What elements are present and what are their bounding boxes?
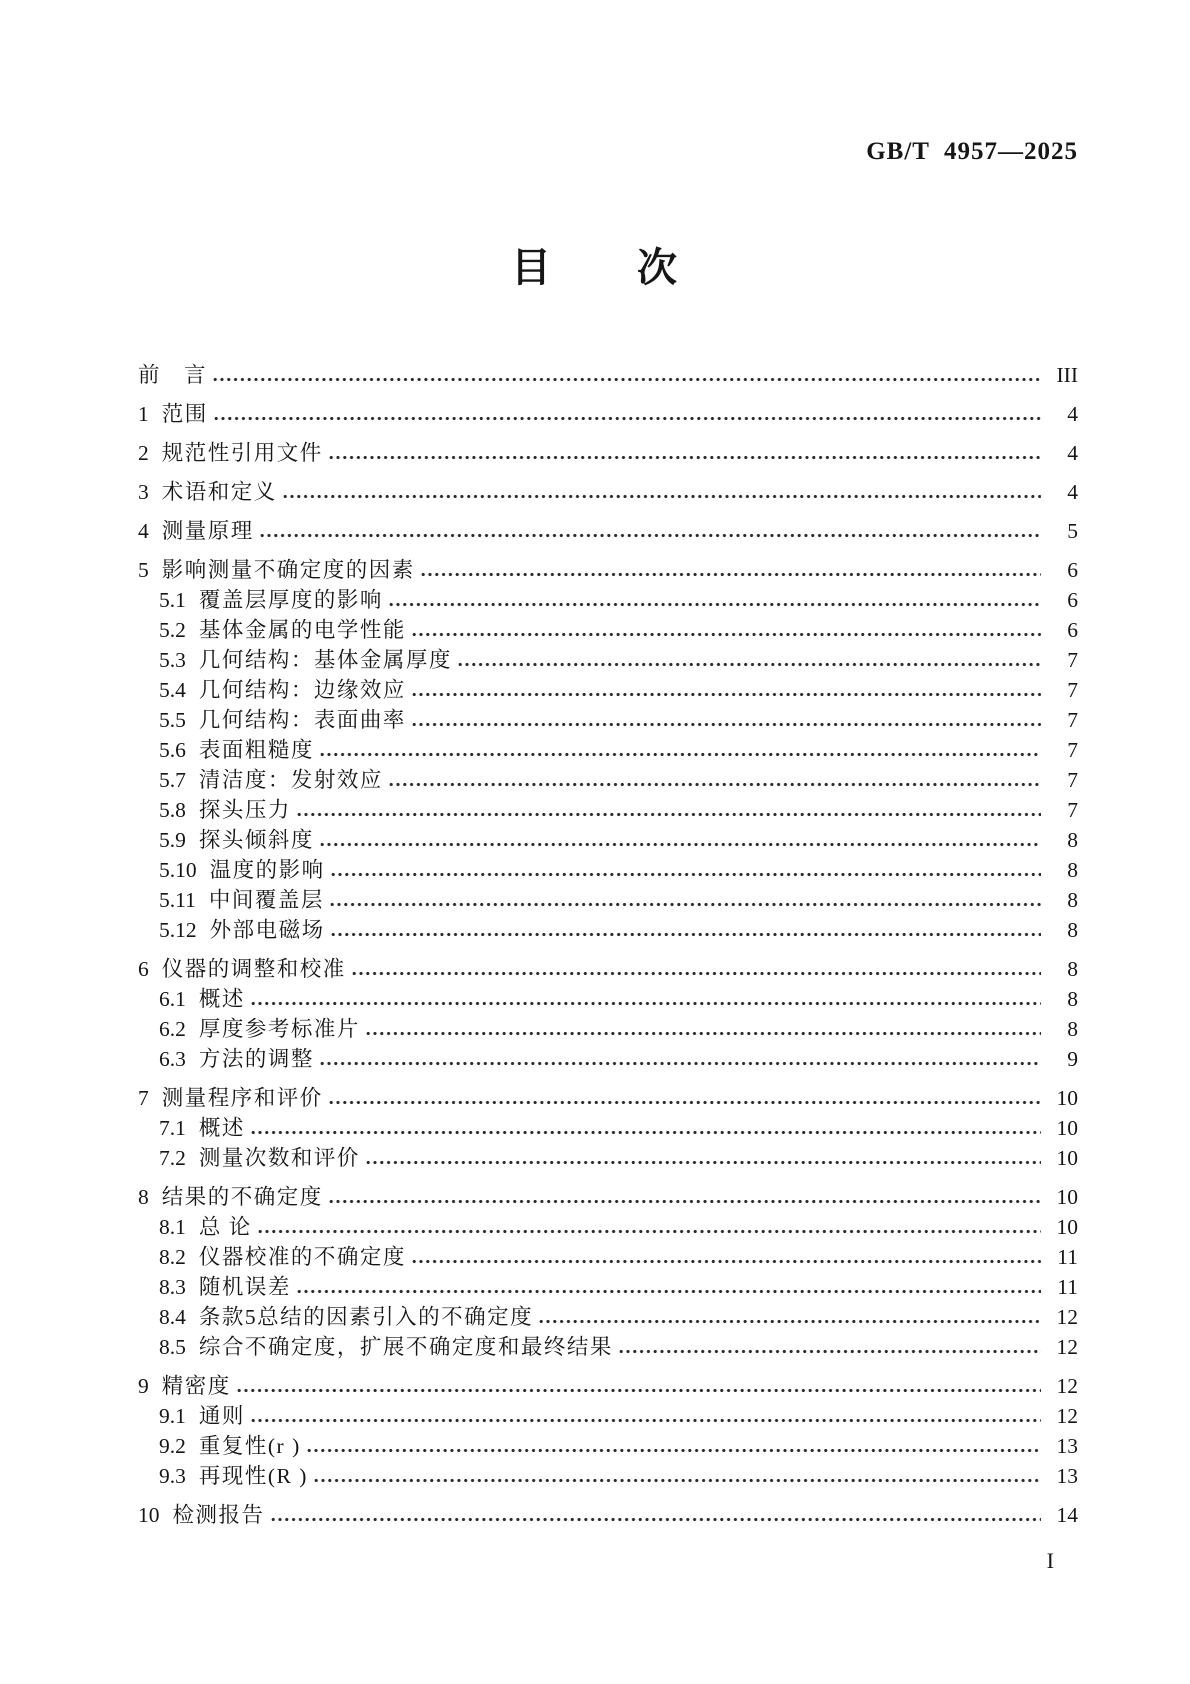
toc-page-number: 10 — [1056, 1146, 1078, 1170]
toc-entry-label: 几何结构：表面曲率 — [198, 708, 406, 732]
toc-entry-label: 基体金属的电学性能 — [198, 618, 406, 642]
toc-dot-leader — [237, 1387, 1041, 1394]
toc-page-number: 12 — [1056, 1404, 1078, 1428]
toc-dot-leader — [320, 841, 1041, 848]
toc-page-number: 4 — [1067, 402, 1078, 426]
toc-page-number: 10 — [1056, 1086, 1078, 1110]
toc-dot-leader — [297, 1288, 1041, 1295]
toc-entry-label: 清洁度：发射效应 — [198, 768, 383, 792]
toc-entry-label: 温度的影响 — [209, 858, 325, 882]
toc-dot-leader — [331, 931, 1041, 938]
toc-dot-leader — [251, 1129, 1041, 1136]
toc-entry — [138, 359, 1078, 389]
toc-entry-number: 5.4 — [159, 678, 186, 702]
toc-entry-label: 仪器的调整和校准 — [161, 957, 346, 981]
toc-page-number: 6 — [1067, 558, 1078, 582]
toc-dot-leader — [352, 970, 1041, 977]
toc-entry-label: 几何结构：基体金属厚度 — [198, 648, 452, 672]
toc-entry — [138, 794, 1078, 824]
toc-entry-label: 总 论 — [198, 1215, 252, 1239]
toc-entry-label: 几何结构：边缘效应 — [198, 678, 406, 702]
toc-entry-label: 重复性(r ) — [198, 1434, 301, 1458]
toc-entry-number: 2 — [138, 441, 149, 465]
toc-entry-label: 影响测量不确定度的因素 — [161, 558, 415, 582]
toc-entry-label: 条款5总结的因素引入的不确定度 — [198, 1305, 534, 1329]
toc-entry — [138, 644, 1078, 674]
toc-entry-label: 测量次数和评价 — [198, 1146, 360, 1170]
toc-page-number: 7 — [1067, 708, 1078, 732]
toc-entry — [138, 476, 1078, 506]
toc-entry-label: 中间覆盖层 — [208, 888, 324, 912]
toc-page-number: 11 — [1057, 1245, 1078, 1269]
toc-page-number: 12 — [1056, 1374, 1078, 1398]
toc-entry-number: 5.5 — [159, 708, 186, 732]
toc-entry-number: 6.3 — [159, 1047, 186, 1071]
toc-entry — [138, 1460, 1078, 1490]
toc-entry-number: 5.11 — [159, 888, 196, 912]
toc-entry-number: 8 — [138, 1185, 149, 1209]
toc-entry-number: 8.2 — [159, 1245, 186, 1269]
toc-dot-leader — [389, 601, 1041, 608]
toc-dot-leader — [213, 376, 1041, 383]
toc-entry-label: 方法的调整 — [198, 1047, 314, 1071]
toc-entry-number: 3 — [138, 480, 149, 504]
toc-page-number: 13 — [1056, 1434, 1078, 1458]
toc-entry-number: 5.9 — [159, 828, 186, 852]
toc-dot-leader — [421, 571, 1041, 578]
toc-page-number: 12 — [1056, 1335, 1078, 1359]
toc-dot-leader — [251, 1417, 1041, 1424]
toc-page-number: 9 — [1067, 1047, 1078, 1071]
toc-page-number: 11 — [1057, 1275, 1078, 1299]
toc-entry-number: 5.3 — [159, 648, 186, 672]
toc-page-number: III — [1056, 363, 1078, 387]
toc-page-number: 7 — [1067, 738, 1078, 762]
toc-entry — [138, 704, 1078, 734]
toc-page-number: 5 — [1067, 519, 1078, 543]
toc-dot-leader — [329, 454, 1041, 461]
toc-page-number: 8 — [1067, 987, 1078, 1011]
toc-entry — [138, 674, 1078, 704]
toc-dot-leader — [258, 1228, 1041, 1235]
toc-dot-leader — [458, 661, 1041, 668]
toc-dot-leader — [366, 1030, 1041, 1037]
toc-entry-label: 综合不确定度，扩展不确定度和最终结果 — [198, 1335, 613, 1359]
toc-entry — [138, 1241, 1078, 1271]
toc-entry-number: 1 — [138, 402, 149, 426]
toc-entry-label: 再现性(R ) — [198, 1464, 308, 1488]
toc-entry — [138, 764, 1078, 794]
toc-page-number: 10 — [1056, 1185, 1078, 1209]
toc-entry-label: 探头压力 — [198, 798, 291, 822]
toc-entry — [138, 854, 1078, 884]
toc-dot-leader — [297, 811, 1041, 818]
toc-entry — [138, 515, 1078, 545]
toc-dot-leader — [389, 781, 1041, 788]
toc-entry — [138, 1181, 1078, 1211]
table-of-contents — [138, 359, 1078, 1529]
toc-dot-leader — [260, 532, 1041, 539]
toc-page-number: 8 — [1067, 1017, 1078, 1041]
toc-dot-leader — [539, 1318, 1041, 1325]
toc-entry — [138, 437, 1078, 467]
toc-dot-leader — [412, 691, 1041, 698]
toc-page-number: 13 — [1056, 1464, 1078, 1488]
toc-entry-number: 6.2 — [159, 1017, 186, 1041]
toc-entry-number: 5 — [138, 558, 149, 582]
toc-dot-leader — [320, 751, 1041, 758]
toc-dot-leader — [271, 1516, 1041, 1523]
toc-entry — [138, 914, 1078, 944]
toc-dot-leader — [251, 1000, 1041, 1007]
toc-entry-number: 5.10 — [159, 858, 197, 882]
toc-dot-leader — [214, 415, 1041, 422]
toc-dot-leader — [619, 1348, 1041, 1355]
toc-entry-number: 7.2 — [159, 1146, 186, 1170]
toc-page-number: 8 — [1067, 957, 1078, 981]
toc-entry-number: 6 — [138, 957, 149, 981]
toc-entry — [138, 1499, 1078, 1529]
toc-entry-number: 6.1 — [159, 987, 186, 1011]
toc-page-number: 8 — [1067, 918, 1078, 942]
toc-entry — [138, 983, 1078, 1013]
toc-entry-label: 外部电磁场 — [209, 918, 325, 942]
toc-dot-leader — [329, 1198, 1041, 1205]
toc-page-number: 7 — [1067, 648, 1078, 672]
toc-entry — [138, 1211, 1078, 1241]
toc-page-number: 10 — [1056, 1116, 1078, 1140]
toc-entry-number: 8.4 — [159, 1305, 186, 1329]
toc-entry-number: 4 — [138, 519, 149, 543]
toc-dot-leader — [412, 1258, 1041, 1265]
toc-page-number: 8 — [1067, 888, 1078, 912]
toc-entry-number: 5.2 — [159, 618, 186, 642]
toc-entry — [138, 398, 1078, 428]
page-number-footer: I — [1046, 1548, 1054, 1573]
toc-entry-label: 通则 — [198, 1404, 245, 1428]
toc-entry-number: 9.2 — [159, 1434, 186, 1458]
toc-dot-leader — [307, 1447, 1041, 1454]
toc-entry-number: 5.6 — [159, 738, 186, 762]
toc-entry — [138, 884, 1078, 914]
toc-page-number: 10 — [1056, 1215, 1078, 1239]
toc-page-number: 4 — [1067, 480, 1078, 504]
toc-entry-label: 概述 — [198, 1116, 245, 1140]
toc-entry-label: 范围 — [161, 402, 208, 426]
toc-page-number: 4 — [1067, 441, 1078, 465]
toc-entry-label: 仪器校准的不确定度 — [198, 1245, 406, 1269]
toc-entry — [138, 1142, 1078, 1172]
toc-entry-label: 随机误差 — [198, 1275, 291, 1299]
toc-entry — [138, 1271, 1078, 1301]
toc-entry — [138, 1301, 1078, 1331]
toc-page-number: 7 — [1067, 678, 1078, 702]
toc-page-number: 6 — [1067, 618, 1078, 642]
toc-entry-label: 覆盖层厚度的影响 — [198, 588, 383, 612]
toc-entry-label: 检测报告 — [172, 1503, 265, 1527]
toc-entry — [138, 554, 1078, 584]
toc-entry — [138, 1082, 1078, 1112]
toc-entry-number: 10 — [138, 1503, 160, 1527]
toc-entry-number: 9 — [138, 1374, 149, 1398]
toc-page-number: 8 — [1067, 828, 1078, 852]
toc-entry-number: 7.1 — [159, 1116, 186, 1140]
toc-page-number: 12 — [1056, 1305, 1078, 1329]
toc-entry — [138, 1112, 1078, 1142]
toc-entry-number: 5.12 — [159, 918, 197, 942]
toc-page-number: 7 — [1067, 798, 1078, 822]
toc-dot-leader — [412, 721, 1041, 728]
toc-entry-number: 8.3 — [159, 1275, 186, 1299]
standard-number-header: GB/T 4957—2025 — [866, 138, 1078, 165]
toc-entry-label: 表面粗糙度 — [198, 738, 314, 762]
toc-page-number: 8 — [1067, 858, 1078, 882]
toc-dot-leader — [330, 901, 1041, 908]
toc-dot-leader — [283, 493, 1041, 500]
toc-entry-number: 9.1 — [159, 1404, 186, 1428]
toc-entry-label: 概述 — [198, 987, 245, 1011]
toc-entry — [138, 1430, 1078, 1460]
toc-entry — [138, 734, 1078, 764]
toc-entry-label: 厚度参考标准片 — [198, 1017, 360, 1041]
toc-entry-number: 5.1 — [159, 588, 186, 612]
toc-entry-label: 探头倾斜度 — [198, 828, 314, 852]
toc-dot-leader — [412, 631, 1041, 638]
toc-dot-leader — [331, 871, 1041, 878]
toc-dot-leader — [366, 1159, 1041, 1166]
toc-entry — [138, 1013, 1078, 1043]
toc-entry — [138, 1400, 1078, 1430]
toc-entry-label: 前 言 — [138, 363, 208, 387]
toc-entry — [138, 1043, 1078, 1073]
toc-dot-leader — [314, 1477, 1041, 1484]
toc-entry-number: 8.1 — [159, 1215, 186, 1239]
toc-entry-number: 5.7 — [159, 768, 186, 792]
toc-entry-number: 9.3 — [159, 1464, 186, 1488]
toc-entry-label: 测量原理 — [161, 519, 254, 543]
toc-entry-number: 7 — [138, 1086, 149, 1110]
toc-entry — [138, 824, 1078, 854]
toc-entry-number: 8.5 — [159, 1335, 186, 1359]
toc-entry — [138, 1331, 1078, 1361]
toc-dot-leader — [320, 1060, 1041, 1067]
toc-page-number: 6 — [1067, 588, 1078, 612]
toc-dot-leader — [329, 1099, 1041, 1106]
toc-page-number: 14 — [1056, 1503, 1078, 1527]
toc-entry — [138, 584, 1078, 614]
toc-page-number: 7 — [1067, 768, 1078, 792]
toc-entry — [138, 953, 1078, 983]
toc-entry — [138, 614, 1078, 644]
toc-entry-label: 精密度 — [161, 1374, 231, 1398]
toc-entry-label: 术语和定义 — [161, 480, 277, 504]
toc-entry-label: 结果的不确定度 — [161, 1185, 323, 1209]
toc-entry — [138, 1370, 1078, 1400]
toc-entry-label: 规范性引用文件 — [161, 441, 323, 465]
toc-entry-label: 测量程序和评价 — [161, 1086, 323, 1110]
toc-entry-number: 5.8 — [159, 798, 186, 822]
page-title: 目 次 — [511, 245, 679, 290]
